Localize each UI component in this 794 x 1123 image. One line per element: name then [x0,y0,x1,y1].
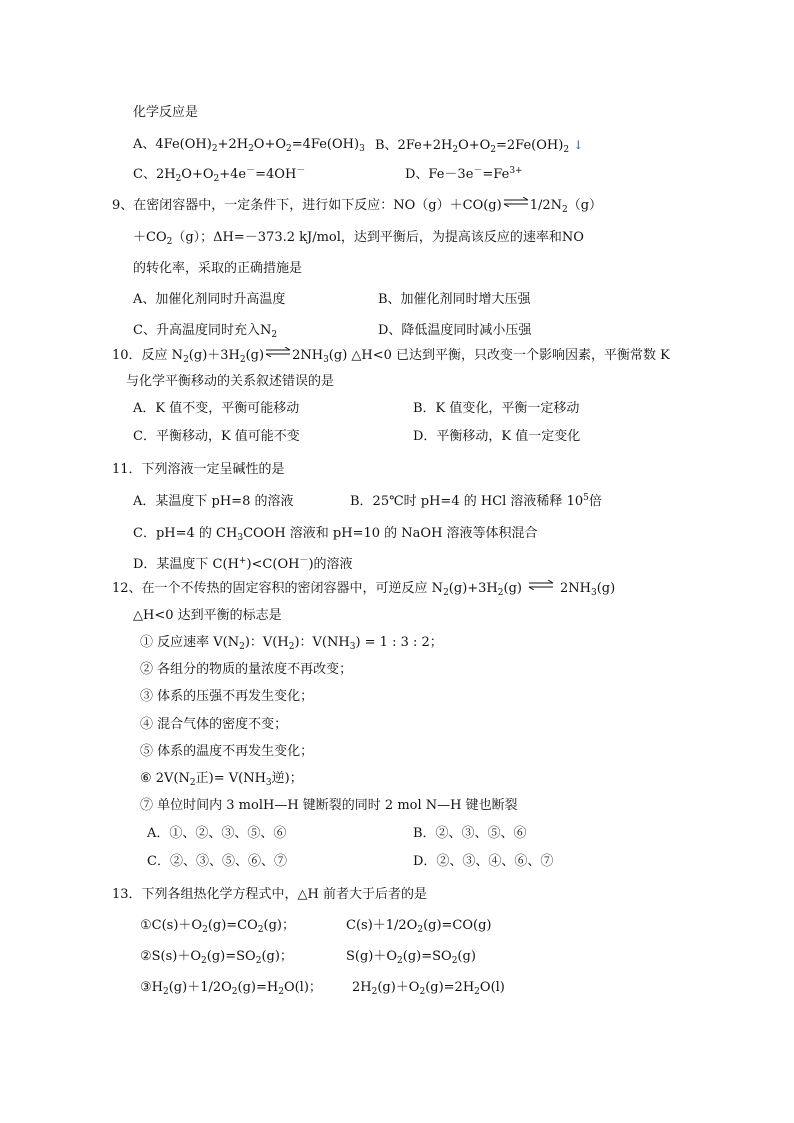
q12-option-a: A．①、②、③、⑤、⑥ [147,826,287,841]
q12-item-2: ② 各组分的物质的量浓度不再改变； [140,662,353,677]
q12-option-b: B．②、③、⑤、⑥ [413,826,527,841]
q8-option-b: B、$2Fe+2H_2O+O_2=2Fe(OH)_2$ ↓ [375,138,584,155]
q11-option-a: A．某温度下 pH=8 的溶液 [133,494,294,509]
q10-option-c: C．平衡移动，K 值可能不变 [133,429,300,444]
q11-stem: 11．下列溶液一定呈碱性的是 [112,462,285,477]
q9-stem-line3: 的转化率，采取的正确措施是 [133,261,303,276]
q13-row-3-right: $2H_2(g)+O_2(g)=2H_2O(l)$ [352,980,505,997]
q9-stem-line1: 9、在密闭容器中，一定条件下，进行如下反应：NO（g）＋CO(g) $1/2N_2(g)$ [112,198,603,215]
q9-option-d: D、降低温度同时减小压强 [378,323,532,338]
q10-option-a: A．K 值不变，平衡可能移动 [133,401,300,416]
q12-item-1: ① 反应速率 $V(N_2)$：$V(H_2)$：$V(NH_3) = 1$ : 3 : 2； [140,635,443,652]
q12-option-c: C．②、③、⑤、⑥、⑦ [147,854,287,869]
q13-row-3-left: $③H_2(g)+1/2O_2(g)=H_2O(l)$； [140,980,322,997]
q12-item-7: ⑦ 单位时间内 3 molH—H 键断裂的同时 2 mol N—H 键也断裂 [140,798,518,813]
q9-stem-line2: $+CO_2(g)$；ΔH=－373.2 kJ/mol，达到平衡后，为提高该反应的速率和NO [133,230,584,247]
q12-stem-line2: △H<0 达到平衡的标志是 [133,608,282,623]
q10-option-b: B．K 值变化，平衡一定移动 [413,401,580,416]
q13-row-2-left: $②S(s)+O_2(g)=SO_2(g)$； [140,949,293,966]
equilibrium-arrow-icon [523,580,559,590]
q11-option-d: D．某温度下 C(H+)<C(OH－)的溶液 [133,556,353,572]
q9-option-b: B、加催化剂同时增大压强 [378,292,531,307]
q10-stem-line2: 与化学平衡移动的关系叙述错误的是 [126,374,335,389]
q11-option-c: C．pH=4 的 $CH_3COOH$ 溶液和 pH=10 的 NaOH 溶液等体积混合 [133,526,538,543]
q12-item-3: ③ 体系的压强不再发生变化； [140,689,314,704]
q12-stem-line1: 12、在一个不传热的固定容积的密闭容器中，可逆反应 $N_2(g)+3H_2(g)$ $2NH_3(g)$ [112,581,616,598]
q13-stem: 13．下列各组热化学方程式中，△H 前者大于后者的是 [112,887,428,902]
equilibrium-arrow-icon [265,347,291,357]
q10-stem-line1: 10．反应 $N_2(g)+3H_2(g)$ $2NH_3(g)$ △H<0 已达到平衡，只改变一个影响因素，平衡常数 K [112,348,670,365]
q8-option-d: D、$Fe-3e^-=Fe^{3+}$ [405,166,523,182]
precipitate-arrow-icon: ↓ [573,138,584,152]
q9-option-c: C、升高温度同时充入$N_2$ [133,323,278,340]
q8-option-a: A、$4Fe(OH)_2+2H_2O+O_2=4Fe(OH)_3$ [133,137,365,154]
q8-stem-tail: 化学反应是 [133,105,199,120]
q12-item-5: ⑤ 体系的温度不再发生变化； [140,744,314,759]
q12-option-d: D．②、③、④、⑥、⑦ [413,854,554,869]
q13-row-2-right: $S(g)+O_2(g)=SO_2(g)$ [346,949,476,966]
q12-item-4: ④ 混合气体的密度不变； [140,717,288,732]
q8-option-c: C、$2H_2O+O_2+4e^-=4OH^-$ [133,166,306,184]
equilibrium-arrow-icon [503,197,529,207]
q13-row-1-right: $C(s)+1/2O_2(g)=CO(g)$ [346,918,492,935]
q9-option-a: A、加催化剂同时升高温度 [133,292,286,307]
q11-option-b: B．25℃时 pH=4 的 HCl 溶液稀释 $10^5$倍 [350,493,602,509]
q13-row-1-left: $①C(s)+O_2(g)=CO_2(g)$； [140,918,295,935]
q12-item-6: ⑥ $2V(N_2$正)= $V(NH_3$逆)； [140,771,303,788]
q10-option-d: D．平衡移动，K 值一定变化 [413,429,581,444]
